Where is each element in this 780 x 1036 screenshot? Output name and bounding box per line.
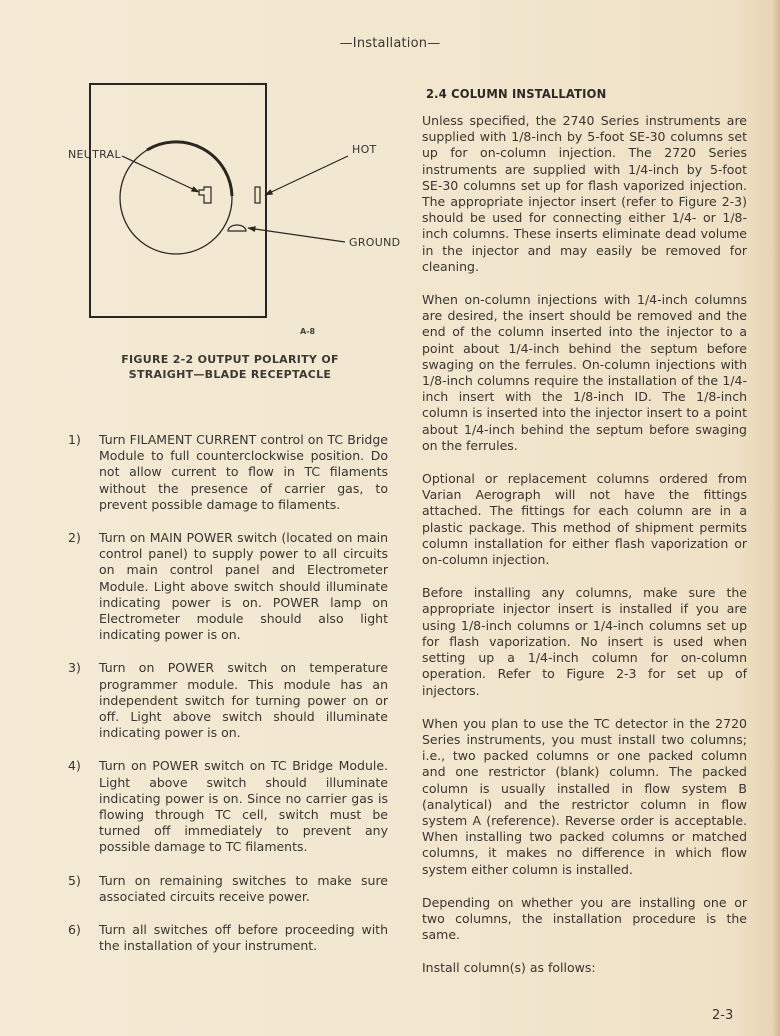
hot-slot [255, 187, 260, 203]
step-text: Turn on POWER switch on temperature programmer module. This module has an independent switch for turning power on or off. Light above switch should illuminate indicating power is on. [99, 660, 388, 741]
step-item [68, 660, 388, 741]
figure-caption-line-2: STRAIGHT—BLADE RECEPTACLE [128, 368, 332, 381]
neutral-slot [199, 187, 211, 203]
step-text: Turn on POWER switch on TC Bridge Module. Light above switch should illuminate indicating power is on. Since no carrier gas is flowing through TC cell, switch must be turned off immediately to prevent any possible damage to TC filaments. [99, 758, 388, 855]
step-text: Turn all switches off before proceeding with the installation of your instrument. [99, 922, 388, 954]
step-item [68, 758, 388, 855]
neutral-leader [122, 156, 199, 192]
paragraph: When on-column injections with 1/4-inch columns are desired, the insert should be removed and the end of the column inserted into the injector to a point about 1/4-inch behind the septum before swaging on the ferrules. On-column injections with 1/8-inch columns require the installation of the 1/4-inch insert with the 1/8-inch ID. The 1/8-inch column is inserted into the injector insert to a point about 1/4-inch behind the septum before swaging on the ferrules. [422, 292, 747, 453]
step-item [68, 873, 388, 905]
page-edge-shadow [772, 0, 780, 1036]
receptacle-diagram [60, 70, 420, 390]
hot-leader [265, 156, 348, 195]
step-number: 5) [68, 872, 81, 888]
step-item [68, 922, 388, 954]
running-header: —Installation— [339, 36, 441, 51]
step-number: 1) [68, 432, 81, 447]
drawing-id: A-8 [300, 327, 316, 336]
step-number: 2) [68, 530, 81, 546]
figure-receptacle [60, 70, 420, 390]
neutral-label: NEUTRAL [68, 148, 121, 161]
hot-label: HOT [352, 143, 377, 156]
paragraph: Depending on whether you are installing one or two columns, the installation procedure is the same. [422, 894, 747, 943]
column-installation-section [414, 86, 747, 994]
step-text: Turn on MAIN POWER switch (located on main control panel) to supply power to all circuits on main control panel and Electrometer Module. Light above switch should illuminate indicating power is on. POWER lamp on Electrometer module should also light indicating power is on. [99, 530, 388, 643]
step-number: 3) [68, 660, 81, 676]
paragraph: When you plan to use the TC detector in the 2720 Series instruments, you must install two columns; i.e., two packed columns or one packed column and one restrictor (blank) column. The packed column is usually installed in flow system B (analytical) and the restrictor column in flow system A (reference). Reverse order is acceptable. When installing two packed columns or matched columns, it makes no difference in which flow system either column is installed. [422, 715, 747, 877]
step-item [68, 530, 388, 643]
paragraph: Optional or replacement columns ordered from Varian Aerograph will not have the fittings attached. The fittings for each column are in a plastic package. This method of shipment permits column installation for either flash vaporization or on-column injection. [422, 471, 747, 568]
step-number: 4) [68, 758, 81, 774]
figure-caption [100, 352, 360, 382]
step-text: Turn FILAMENT CURRENT control on TC Bridge Module to full counterclockwise position. Do not allow current to flow in TC filaments without the presence of carrier gas, to prevent possible damage to filaments. [99, 432, 388, 512]
page-number: 2-3 [712, 1008, 734, 1023]
ground-label: GROUND [349, 236, 401, 249]
paragraph: Unless specified, the 2740 Series instruments are supplied with 1/8-inch by 5-foot SE-30 columns set up for on-column injection. The 2720 Series instruments are supplied with 1/4-inch by 5-foot SE-30 columns set up for flash vaporized injection. The appropriate injector insert (refer to Figure 2-3) should be used for connecting either 1/4- or 1/8-inch columns. These inserts eliminate dead volume in the injector and may easily be removed for cleaning. [422, 113, 747, 274]
ground-leader [248, 228, 345, 242]
figure-caption-line-1: FIGURE 2-2 OUTPUT POLARITY OF [121, 353, 339, 366]
ground-slot [228, 225, 246, 231]
wall-plate-outline [90, 84, 266, 317]
startup-steps-list [68, 432, 388, 971]
section-heading: 2.4 COLUMN INSTALLATION [426, 86, 607, 101]
step-text: Turn on remaining switches to make sure associated circuits receive power. [99, 872, 388, 904]
step-item [68, 432, 388, 513]
paragraph: Before installing any columns, make sure the appropriate injector insert is installed if you are using 1/8-inch columns or 1/4-inch columns set up for flash vaporization. No insert is used when setting up a 1/4-inch column for on-column operation. Refer to Figure 2-3 for set up of injectors. [422, 585, 747, 698]
paragraph: Install column(s) as follows: [422, 960, 596, 976]
step-number: 6) [68, 922, 81, 938]
